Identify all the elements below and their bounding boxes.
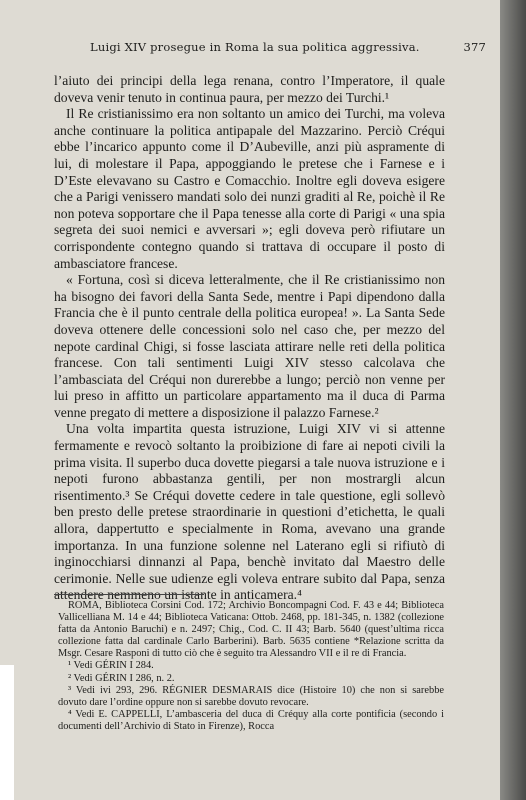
footnotes xyxy=(58,600,444,733)
paragraph: l’aiuto dei principi della lega renana, contro l’Imperatore, il quale doveva venir tenuto in continua paura, per mezzo dei Turchi.¹ xyxy=(54,73,445,105)
page-edge-shadow xyxy=(500,0,526,800)
paragraph: Il Re cristianissimo era non soltanto un amico dei Turchi, ma voleva anche continuare la politica antipapale del Mazzarino. Perciò Créqui ebbe l’incarico appunto come il D’Aubeville, anzi più aspramente di lui, di molestare il Papa, appoggiando le pretese che i Farnese e i D’Este elevavano su Castro e Comacchio. Inoltre egli doveva esigere che a Parigi venissero mandati solo dei nunzi graditi al Re, poichè il Re non poteva sopportare che il Papa tenesse alla corte di Parigi « una spia segreta dei suoi nemici e avversari »; egli doveva però rifiutare un corrispondente contegno quando si trattava di occupare il posto di ambasciatore francese. xyxy=(54,106,445,271)
paragraph: « Fortuna, così si diceva letteralmente, che il Re cristianissimo non ha bisogno dei favori della Santa Sede, mentre i Papi dipendono dalla Francia che è il punto centrale della politica europea! ». La Santa Sede doveva ottenere delle concessioni solo nel caso che, per mezzo del nepote cardinal Chigi, si fosse lasciata attirare nelle reti della politica francese. Con tali sentimenti Luigi XIV stesso calcolava che l’ambasciata del Créqui non durerebbe a lungo; perciò non venne per lui preso in affitto un particolare appartamento ma il duca di Parma venne pregato di mettere a disposizione il palazzo Farnese.² xyxy=(54,272,445,420)
footnote-separator xyxy=(54,594,204,595)
footnote: ROMA, Biblioteca Corsini Cod. 172; Archivio Boncompagni Cod. F. 43 e 44; Biblioteca Vallicelliana M. 14 e 44; Biblioteca Vaticana: Ottob. 2468, pp. 181-345, n. 1382 (collezione fatta da Antonio Baruchi) e n. 2497; Chig., Cod. C. II 43; Barb. 5640 (quest’ultima ricca collezione fatta dal cardinale Carlo Barberini). Barb. 5635 contiene *Relazione scritta da Msgr. Cesare Rasponi di tutto ciò che è seguito tra Alessandro VII e il re di Francia. xyxy=(58,600,444,660)
main-text xyxy=(54,73,445,604)
running-header xyxy=(42,40,492,58)
footnote: ² Vedi GÉRIN I 286, n. 2. xyxy=(68,672,175,684)
page-corner-gap xyxy=(0,665,14,800)
footnote: ¹ Vedi GÉRIN I 284. xyxy=(68,660,154,672)
page-number: 377 xyxy=(463,40,486,54)
footnote: ³ Vedi ivi 293, 296. RÉGNIER DESMARAIS dice (Histoire 10) che non si sarebbe dovuto dare l’ordine oppure non si sarebbe dovuto revocare. xyxy=(58,684,444,708)
footnote: ⁴ Vedi E. CAPPELLI, L’ambasceria del duca di Créquy alla corte pontificia (secondo i documenti dell’Archivio di Stato in Firenze), Rocca xyxy=(58,708,444,732)
paragraph: Una volta impartita questa istruzione, Luigi XIV vi si attenne fermamente e revocò soltanto la proibizione di fare ai nepoti civili la prima visita. Il superbo duca dovette piegarsi a tale nuova istruzione e i nepoti furono abbastanza gentili, per non mostrargli alcun risentimento.³ Se Créqui dovette cedere in tale questione, egli sollevò ben presto delle pretese straordinarie in questioni d’etichetta, le quali allora, dappertutto e specialmente in Roma, avevano una grande importanza. In una funzione solenne nel Laterano egli si rifiutò di inginocchiarsi dinnanzi al Papa, benchè invitato dal Maestro delle cerimonie. Nelle sue udienze egli voleva entrare subito dal Papa, senza attendere nemmeno un istante in anticamera.⁴ xyxy=(54,421,445,603)
running-title: Luigi XIV prosegue in Roma la sua politica aggressiva. xyxy=(90,40,420,54)
